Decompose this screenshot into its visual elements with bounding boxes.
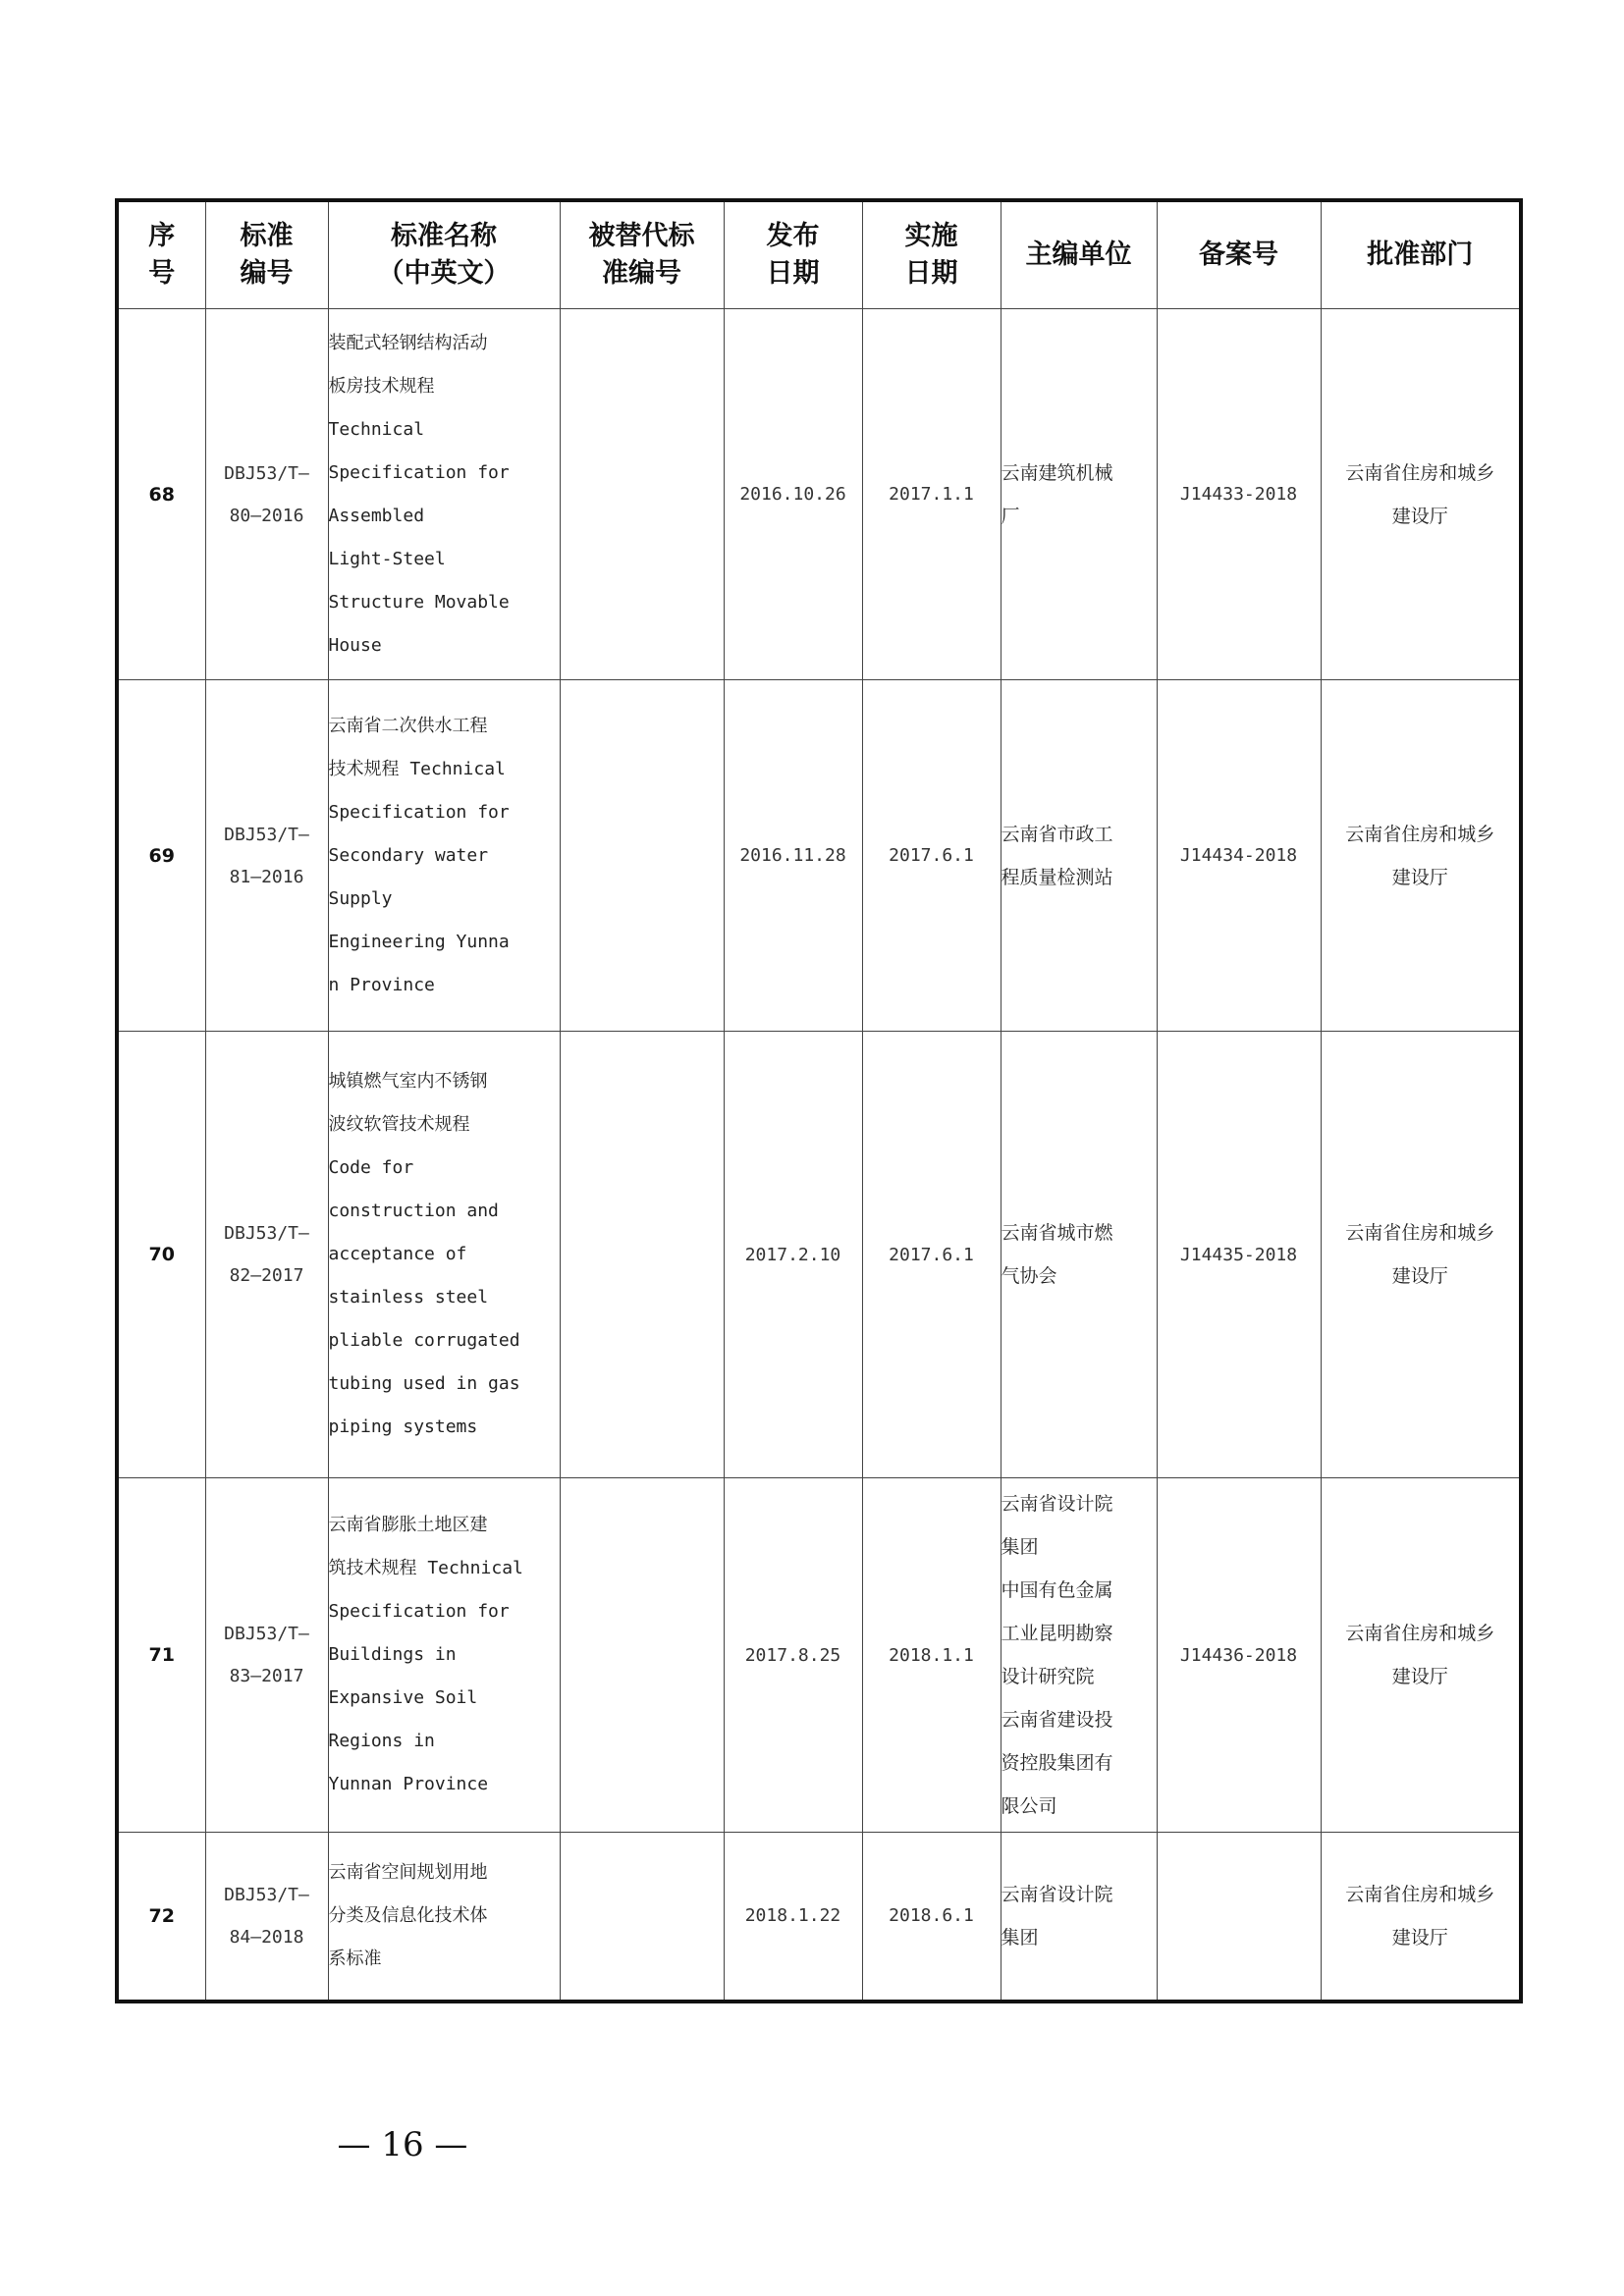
row-effective-date: 2018.6.1 xyxy=(862,1833,1001,2002)
row-code: DBJ53/T— 82—2017 xyxy=(205,1032,328,1478)
table-row xyxy=(117,1833,1521,2002)
row-name: 云南省空间规划用地 分类及信息化技术体 系标准 xyxy=(328,1833,560,2002)
row-record-no xyxy=(1157,1833,1321,2002)
row-publish-date: 2017.2.10 xyxy=(724,1032,862,1478)
header-seq: 序 号 xyxy=(117,200,205,309)
header-standard-code: 标准 编号 xyxy=(205,200,328,309)
row-name: 云南省膨胀土地区建 筑技术规程 Technical Specification for Buildings in Expansive Soil Regions in Yunnan Province xyxy=(328,1478,560,1833)
header-standard-name: 标准名称 （中英文） xyxy=(328,200,560,309)
row-effective-date: 2018.1.1 xyxy=(862,1478,1001,1833)
row-replaced xyxy=(560,309,724,680)
header-approval-dept: 批准部门 xyxy=(1321,200,1521,309)
row-effective-date: 2017.1.1 xyxy=(862,309,1001,680)
row-name: 装配式轻钢结构活动 板房技术规程 Technical Specification for Assembled Light-Steel Structure Movable House xyxy=(328,309,560,680)
row-publish-date: 2018.1.22 xyxy=(724,1833,862,2002)
row-editor: 云南省市政工 程质量检测站 xyxy=(1001,680,1157,1032)
row-seq: 71 xyxy=(117,1478,205,1833)
row-dept: 云南省住房和城乡 建设厅 xyxy=(1321,309,1521,680)
row-editor: 云南建筑机械 厂 xyxy=(1001,309,1157,680)
header-record-no: 备案号 xyxy=(1157,200,1321,309)
page-number: — 16 — xyxy=(337,2125,468,2164)
header-replaced-code: 被替代标 准编号 xyxy=(560,200,724,309)
header-editor-unit: 主编单位 xyxy=(1001,200,1157,309)
row-dept: 云南省住房和城乡 建设厅 xyxy=(1321,1833,1521,2002)
row-editor: 云南省设计院 集团 中国有色金属 工业昆明勘察 设计研究院 云南省建设投 资控股集团有 限公司 xyxy=(1001,1478,1157,1833)
row-editor: 云南省设计院 集团 xyxy=(1001,1833,1157,2002)
row-replaced xyxy=(560,1833,724,2002)
row-seq: 72 xyxy=(117,1833,205,2002)
row-name: 云南省二次供水工程 技术规程 Technical Specification for Secondary water Supply Engineering Yunna n Province xyxy=(328,680,560,1032)
row-dept: 云南省住房和城乡 建设厅 xyxy=(1321,1032,1521,1478)
row-replaced xyxy=(560,680,724,1032)
table-row xyxy=(117,680,1521,1032)
row-editor: 云南省城市燃 气协会 xyxy=(1001,1032,1157,1478)
row-dept: 云南省住房和城乡 建设厅 xyxy=(1321,680,1521,1032)
table-header-row xyxy=(117,200,1521,309)
table-row xyxy=(117,1032,1521,1478)
row-seq: 68 xyxy=(117,309,205,680)
row-record-no: J14435-2018 xyxy=(1157,1032,1321,1478)
row-code: DBJ53/T— 84—2018 xyxy=(205,1833,328,2002)
row-record-no: J14434-2018 xyxy=(1157,680,1321,1032)
header-effective-date: 实施 日期 xyxy=(862,200,1001,309)
row-record-no: J14433-2018 xyxy=(1157,309,1321,680)
row-publish-date: 2016.10.26 xyxy=(724,309,862,680)
row-effective-date: 2017.6.1 xyxy=(862,680,1001,1032)
row-record-no: J14436-2018 xyxy=(1157,1478,1321,1833)
table-row xyxy=(117,1478,1521,1833)
row-seq: 70 xyxy=(117,1032,205,1478)
row-code: DBJ53/T— 81—2016 xyxy=(205,680,328,1032)
row-code: DBJ53/T— 83—2017 xyxy=(205,1478,328,1833)
row-code: DBJ53/T— 80—2016 xyxy=(205,309,328,680)
row-seq: 69 xyxy=(117,680,205,1032)
header-publish-date: 发布 日期 xyxy=(724,200,862,309)
table-row xyxy=(117,309,1521,680)
row-name: 城镇燃气室内不锈钢 波纹软管技术规程 Code for construction and acceptance of stainless steel pliable corrugated tubing used in gas piping systems xyxy=(328,1032,560,1478)
row-replaced xyxy=(560,1478,724,1833)
standards-table xyxy=(115,198,1523,2003)
row-dept: 云南省住房和城乡 建设厅 xyxy=(1321,1478,1521,1833)
row-publish-date: 2017.8.25 xyxy=(724,1478,862,1833)
row-replaced xyxy=(560,1032,724,1478)
row-effective-date: 2017.6.1 xyxy=(862,1032,1001,1478)
row-publish-date: 2016.11.28 xyxy=(724,680,862,1032)
